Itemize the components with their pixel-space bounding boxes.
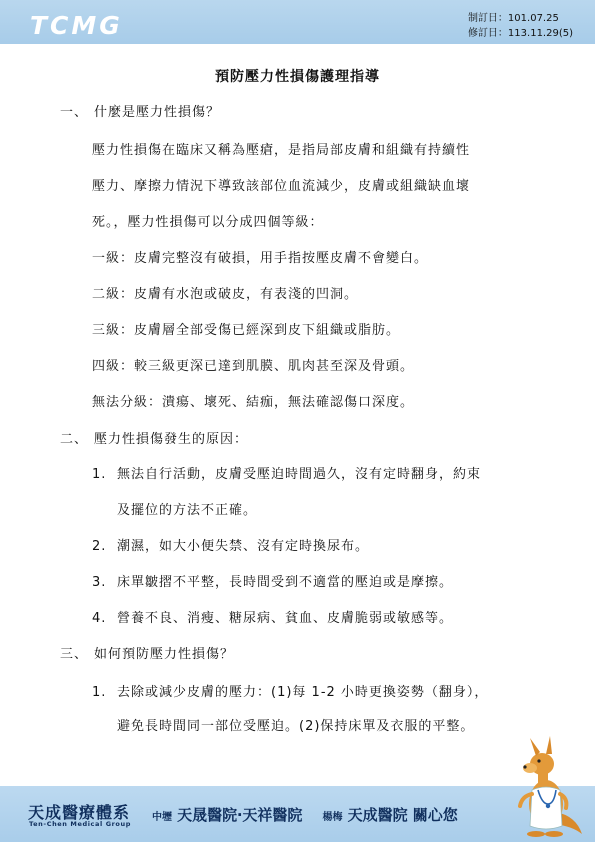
list-item — [92, 681, 488, 700]
grade-2-line: 二級：皮膚有水泡或破皮，有表淺的凹洞。 — [92, 287, 359, 302]
grade-4-line: 四級：較三級更深已達到肌膜、肌肉甚至深及骨頭。 — [92, 359, 415, 374]
section-number: 一、 — [60, 105, 89, 120]
paragraph-line: 壓力性損傷在臨床又稱為壓瘡，是指局部皮膚和組織有持續性 — [92, 143, 471, 158]
tcmg-logo: TCMG — [30, 11, 123, 40]
kangaroo-doctor-mascot-icon — [512, 734, 584, 838]
location-yangmei: 楊梅 — [322, 812, 343, 823]
item-number: 3. — [92, 575, 107, 590]
item-text: 床單皺摺不平整，長時間受到不適當的壓迫或是摩擦。 — [117, 575, 454, 590]
hospital-name: 天成醫院 — [347, 806, 408, 824]
grade-3-line: 三級：皮膚層全部受傷已經深到皮下組織或脂肪。 — [92, 323, 401, 338]
paragraph-line: 壓力、摩擦力情況下導致該部位血流減少，皮膚或組織缺血壞 — [92, 179, 471, 194]
list-item — [92, 535, 369, 554]
hospital-names: 天晟醫院‧天祥醫院 — [177, 806, 303, 824]
item-text: 營養不良、消瘦、糖尿病、貧血、皮膚脆弱或敏感等。 — [117, 611, 454, 626]
made-date: 制訂日：101.07.25 — [467, 13, 559, 24]
item-number: 4. — [92, 611, 107, 626]
footer-bar — [0, 786, 595, 842]
slogan: 關心您 — [412, 806, 458, 824]
grade-1-line: 一級：皮膚完整沒有破損，用手指按壓皮膚不會變白。 — [92, 251, 429, 266]
item-number: 2. — [92, 539, 107, 554]
section-number: 三、 — [60, 647, 89, 662]
header-bar — [0, 0, 595, 44]
unstageable-line: 無法分級：潰瘍、壞死、結痂，無法確認傷口深度。 — [92, 395, 415, 410]
item-text: 無法自行活動，皮膚受壓迫時間過久，沒有定時翻身，約束 — [117, 467, 482, 482]
revised-date: 修訂日：113.11.29(5) — [467, 28, 573, 39]
item-text: 去除或減少皮膚的壓力：(1)每 1-2 小時更換姿勢（翻身）， — [117, 685, 489, 700]
group-brand: 天成醫療體系 — [28, 803, 131, 822]
section-2-heading — [60, 428, 248, 447]
item-number: 1. — [92, 685, 107, 700]
list-item — [92, 571, 453, 590]
item-continuation: 及擺位的方法不正確。 — [117, 503, 258, 518]
paragraph-line: 死。，壓力性損傷可以分成四個等級： — [92, 215, 324, 230]
section-title: 如何預防壓力性損傷？ — [94, 647, 235, 662]
section-3-heading — [60, 643, 234, 662]
section-number: 二、 — [60, 432, 89, 447]
section-title: 什麼是壓力性損傷？ — [94, 105, 221, 120]
section-title: 壓力性損傷發生的原因： — [94, 432, 249, 447]
location-zhongli: 中壢 — [152, 812, 172, 823]
page-title: 預防壓力性損傷護理指導 — [215, 69, 380, 85]
hospital-line — [152, 804, 458, 825]
item-continuation: 避免長時間同一部位受壓迫。(2)保持床單及衣服的平整。 — [117, 719, 475, 734]
section-1-heading — [60, 101, 220, 120]
group-brand-english: Ten-Chen Medical Group — [29, 820, 131, 828]
list-item — [92, 463, 481, 482]
item-number: 1. — [92, 467, 107, 482]
document-dates — [468, 11, 573, 41]
list-item — [92, 607, 453, 626]
item-text: 潮濕，如大小便失禁、沒有定時換尿布。 — [117, 539, 370, 554]
